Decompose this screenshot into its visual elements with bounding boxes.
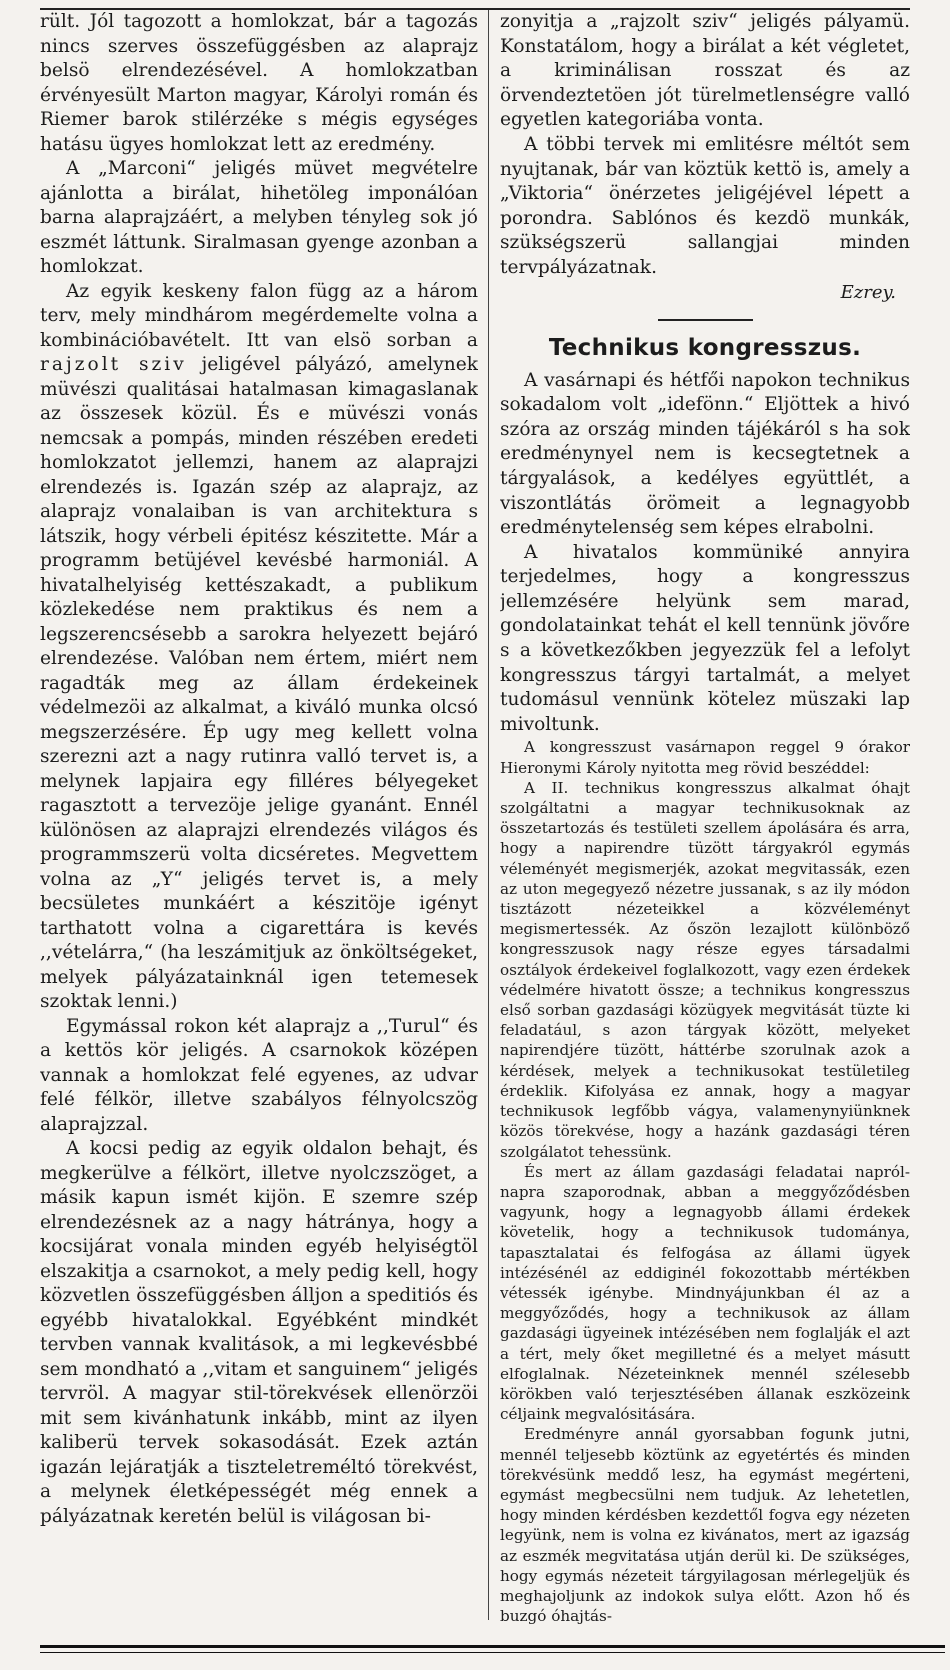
left-column — [40, 10, 478, 1630]
column-divider — [488, 10, 489, 1620]
left-paragraph-text: Az egyik keskeny falon függ az a három terv, mely mindhárom megérdemelte volna a kombinációbavételt. Itt van elsö sorban a — [40, 280, 478, 351]
bottom-rule-thin — [40, 1652, 945, 1653]
article-paragraph-small: És mert az állam gazdasági feladatai napról-napra szaporodnak, abban a meggyőződésben vagyunk, hogy a legnagyobb állami érdekek követelik, hogy a technikusok tudománya, tapasztalatai és felfogása az állami ügyek intézésénél az eddiginél fokozottabb mértékben vétessék igénybe. Mindnyájunkban él az a meggyőződés, hogy a technikusok az állam gazdasági ügyeinek intézésében nem foglalják el azt a tért, mely őket megilletné és a melyet másutt elfoglalnak. Nézeteinknek mennél szélesebb körökben való terjesztésében állanak eszközeink céljaink megvalósitására. — [500, 1162, 910, 1424]
bottom-rule — [40, 1645, 945, 1648]
left-paragraph — [40, 280, 478, 1015]
article-paragraph-small: A II. technikus kongresszus alkalmat óhajt szolgáltatni a magyar technikusoknak az összetartozás és testületi szellem ápolására és arra, hogy a napirendre tüzött tárgyakról egymás véleményét megismerjék, azokat megvitassák, ezen az uton megegyező nézetre jussanak, s az ily módon tisztázott nézeteikkel a közvéleményt megismertessék. Az őszön lezajlott különböző kongresszusok nagy része egyes társadalmi osztályok érdekeivel foglalkozott, vagy ezen érdekek védelmére hivatott össze; a technikus kongresszus első sorban gazdasági közügyek megvitását tüzte ki feladatául, s azon tárgyak között, melyeket napirendjére tüzött, háttérbe szorulnak azok a kérdések, melyek a technikusokat testületileg érdeklik. Kifolyása ez annak, hogy a magyar technikusok legfőbb vágya, valamenynyiünknek közös törekvése, hogy a hazánk gazdasági téren szolgálatot tehessünk. — [500, 778, 910, 1161]
article-headline: Technikus kongresszus. — [548, 334, 862, 361]
article-paragraph-small: A kongresszust vasárnapon reggel 9 órakor Hieronymi Károly nyitotta meg rövid beszéddel: — [500, 738, 910, 777]
article-paragraph: A vasárnapi és hétfői napokon technikus sokadalom volt „idefönn.“ Eljöttek a hivó szóra az ország minden tájékáról s ha sok eredménynyel nem is kecsegtetnek a tárgyalások, a kedélyes együttlét, a viszontlátás örömeit a legnagyobb eredménytelenség sem képes elrabolni. — [500, 369, 910, 539]
right-paragraph: zonyitja a „rajzolt sziv“ jeligés pályamü. Konstatálom, hogy a birálat a két végletet, a kriminálisan rosszat és az örvendeztetöen jót türelmetlenségre valló egyetlen kategoriába vonta. — [500, 11, 910, 131]
article-paragraph-small: Eredményre annál gyorsabban fogunk jutni, mennél teljesebb köztünk az egyetértés és minden törekvésünk meddő lesz, ha egymást megérteni, egymást megbecsülni nem tudjuk. Az lehetetlen, hogy minden kérdésben kezdettől fogva egy nézeten legyünk, nem is volna ez kivánatos, mert az igazság az eszmék megvitatása utján derül ki. De szükséges, hogy egymás nézeteit tárgyilagosan mérlegeljük és meghajoljunk az indokok sulya előtt. Azon hő és buzgó óhajtás- — [500, 1425, 910, 1626]
author-signature: Ezrey. — [840, 281, 896, 303]
article-separator — [658, 319, 753, 321]
motto-rajzolt-sziv: rajzolt sziv — [40, 354, 187, 375]
left-paragraph: A „Marconi“ jeligés müvet megvételre ajánlotta a birálat, hihetöleg imponálóan barna alaprajzáért, a melyben tényleg sok jó eszmét láttunk. Siralmasan gyenge azonban a homlokzat. — [40, 158, 478, 277]
left-paragraph: rült. Jól tagozott a homlokzat, bár a tagozás nincs szerves összefüggésben az alaprajz belsö elrendezésével. A homlokzatban érvényesült Marton magyar, Károlyi román és Riemer barok stilérzéke s mégis egységes hatásu ügyes homlokzat lett az eredmény. — [40, 11, 478, 155]
right-column — [500, 10, 910, 1630]
left-paragraph: Egymással rokon két alaprajz a ,,Turul“ és a kettös kör jeligés. A csarnokok középen vannak a homlokzat felé egyenes, az udvar felé félkör, illetve szabályos félnyolcszög alaprajzzal. — [40, 1015, 478, 1135]
article-paragraph: A hivatalos kommüniké annyira terjedelmes, hogy a kongresszus jellemzésére helyünk sem marad, gondolatainkat tehát el kell tennünk jövőre s a következőkben jegyezzük fel a lefolyt kongresszus tárgyi tartalmát, a melyet tudomásul vennünk kötelez müszaki lap mivoltunk. — [500, 541, 910, 735]
left-paragraph: A kocsi pedig az egyik oldalon behajt, és megkerülve a félkört, illetve nyolczszöget, a másik kapun ismét kijön. E szemre szép elrendezésnek az a nagy hátránya, hogy a kocsijárat vonala minden egyéb helyiségtöl elszakitja a csarnokot, a mely pedig kell, hogy közvetlen összefüggésben álljon a speditiós és egyébb hivatalokkal. Egyébként mindkét tervben vannak kvalitások, a mi legkevésbbé sem mondható a ,,vitam et sanguinem“ jeligés tervröl. A magyar stil-törekvések ellenörzöi mit sem kivánhatunk inkább, mint az ilyen kaliberü tervek sokasodását. Ezek aztán igazán lejáratják a tiszteletreméltó törekvést, a melynek életképességét még ennek a pályázatnak keretén belül is világosan bi- — [40, 1138, 478, 1527]
left-paragraph-text: jeligével pályázó, amelynek müvészi qualitásai hatalmasan kimagaslanak az összesek közül. És e müvészi vonás nemcsak a pompás, minden részében eredeti homlokzatot jellemzi, hanem az alaprajzi elrendezés is. Igazán szép az alaprajz, az alaprajz vonalaiban is van architektura s látszik, hogy vérbeli épitész készitette. Már a programm betüjével kevésbé harmoniál. A hivatalhelyiség kettészakadt, a publikum közlekedése nem praktikus és nem a legszerencsésebb a sarokra helyezett bejáró elrendezése. Valóban nem értem, miért nem ragadták meg az állam érdekeinek védelmezöi az alkalmat, a kiváló munka olcsó megszerzésére. Ép ugy meg kellett volna szerezni azt a nagy rutinra valló tervet is, a melynek lapjaira egy filléres bélyegeket ragasztott a tervezöje jelige gyanánt. Ennél különösen az alaprajzi elrendezés világos és programmszerü volta dicséretes. Megvettem volna az „Y“ jeligés tervet is, a mely becsületes munkáért a készitöje igényt tarthatott volna a cigarettára is kevés ,,vételárra,“ (ha leszámitjuk az önköltségeket, melyek pályázatainknál igen tetemesek szoktak lenni.) — [40, 354, 478, 1012]
right-paragraph: A többi tervek mi emlitésre méltót sem nyujtanak, bár van köztük kettö is, amely a „Viktoria“ önérzetes jeligéjével lépett a porondra. Sablónos és kezdö munkák, szükségszerü sallangjai minden tervpályázatnak. — [500, 133, 910, 278]
